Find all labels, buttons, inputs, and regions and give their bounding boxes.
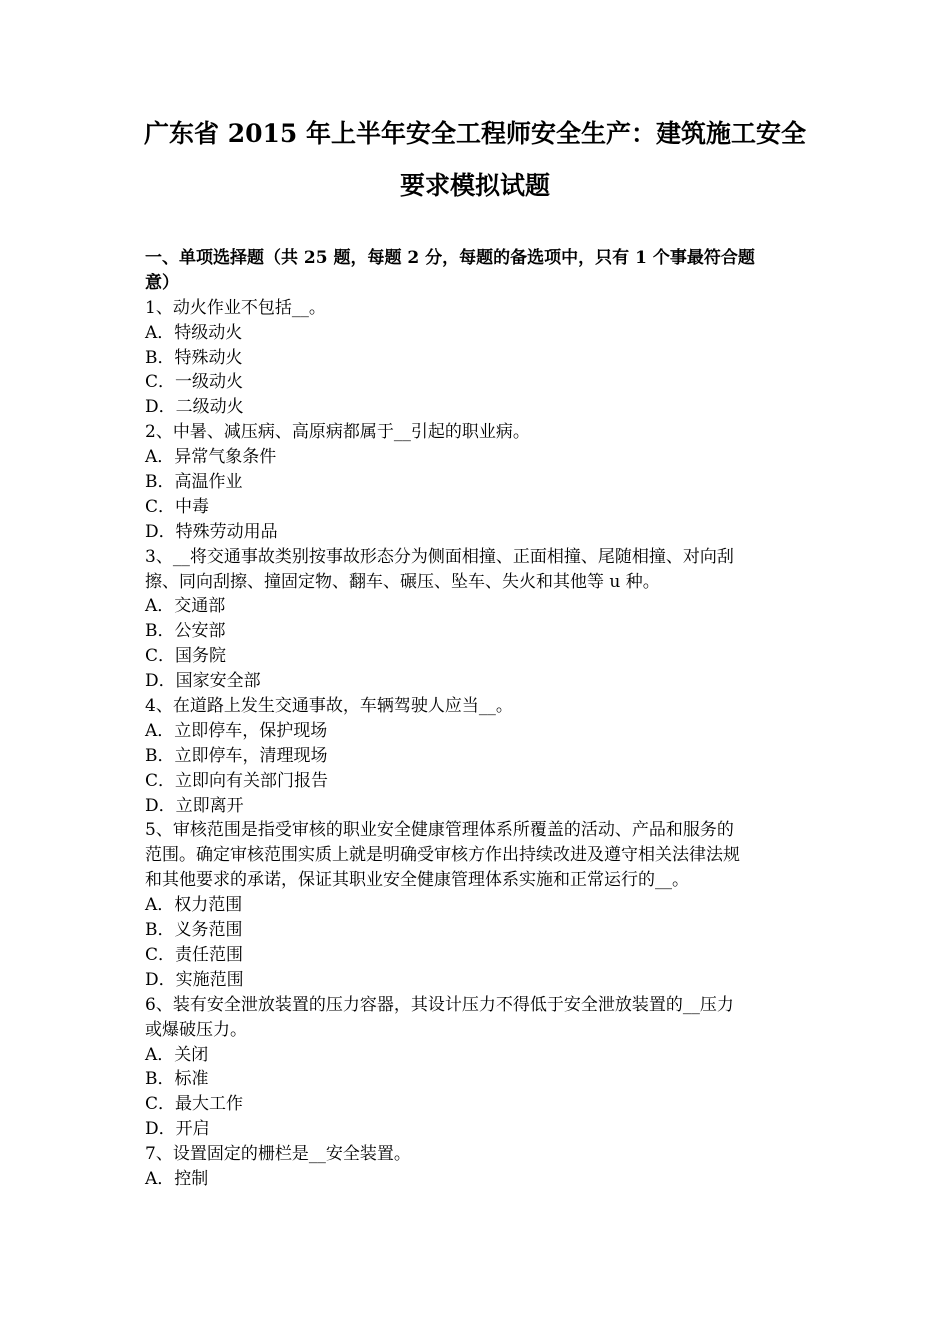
option-a: A．权力范围 (145, 895, 243, 916)
option-b: B．高温作业 (145, 472, 243, 493)
option-b: B．标准 (145, 1069, 209, 1090)
option-c: C．立即向有关部门报告 (145, 770, 329, 791)
question-5 (145, 818, 809, 992)
document-title-line-1: 广东省 2015 年上半年安全工程师安全生产：建筑施工安全 (144, 119, 806, 148)
question-6 (145, 993, 809, 1142)
section-heading-line-2: 意） (145, 272, 179, 293)
question-text-line-1: 3、__将交通事故类别按事故形态分为侧面相撞、正面相撞、尾随相撞、对向刮 (145, 546, 734, 567)
document-body (145, 246, 809, 1192)
question-text-line-1: 6、装有安全泄放装置的压力容器，其设计压力不得低于安全泄放装置的__压力 (145, 994, 734, 1015)
option-d: D．国家安全部 (145, 671, 261, 692)
question-text-line-2: 范围。确定审核范围实质上就是明确受审核方作出持续改进及遵守相关法律法规 (145, 845, 740, 866)
option-a: A．控制 (145, 1168, 209, 1189)
option-c: C．国务院 (145, 646, 227, 667)
question-text: 4、在道路上发生交通事故，车辆驾驶人应当__。 (145, 696, 513, 717)
question-text: 7、设置固定的栅栏是__安全装置。 (145, 1144, 411, 1165)
question-4 (145, 694, 809, 818)
option-a: A．立即停车，保护现场 (145, 720, 328, 741)
option-d: D．实施范围 (145, 969, 244, 990)
question-7 (145, 1142, 809, 1192)
option-a: A．关闭 (145, 1044, 209, 1065)
option-a: A．交通部 (145, 596, 226, 617)
question-text: 2、中暑、减压病、高原病都属于__引起的职业病。 (145, 422, 530, 443)
option-b: B．公安部 (145, 621, 226, 642)
option-c: C．中毒 (145, 496, 210, 517)
document-title-line-2: 要求模拟试题 (399, 171, 550, 200)
option-a: A．特级动火 (145, 322, 243, 343)
section-heading-line-1: 一、单项选择题（共 25 题，每题 2 分，每题的备选项中，只有 1 个事最符合题 (145, 248, 755, 268)
question-1 (145, 296, 809, 420)
option-b: B．义务范围 (145, 920, 243, 941)
question-text-line-2: 擦、同向刮擦、撞固定物、翻车、碾压、坠车、失火和其他等 u 种。 (145, 571, 660, 592)
option-c: C．一级动火 (145, 372, 244, 393)
question-text-line-2: 或爆破压力。 (145, 1019, 247, 1040)
question-text-line-3: 和其他要求的承诺，保证其职业安全健康管理体系实施和正常运行的__。 (145, 870, 689, 891)
option-c: C．最大工作 (145, 1094, 244, 1115)
question-2 (145, 420, 809, 544)
option-b: B．立即停车，清理现场 (145, 745, 328, 766)
option-c: C．责任范围 (145, 944, 244, 965)
option-d: D．立即离开 (145, 795, 244, 816)
question-text: 1、动火作业不包括__。 (145, 297, 326, 318)
option-b: B．特殊动火 (145, 347, 243, 368)
option-d: D．开启 (145, 1119, 210, 1140)
option-d: D．特殊劳动用品 (145, 521, 278, 542)
option-a: A．异常气象条件 (145, 447, 277, 468)
question-text-line-1: 5、审核范围是指受审核的职业安全健康管理体系所覆盖的活动、产品和服务的 (145, 820, 734, 841)
option-d: D．二级动火 (145, 397, 244, 418)
question-3 (145, 545, 809, 694)
